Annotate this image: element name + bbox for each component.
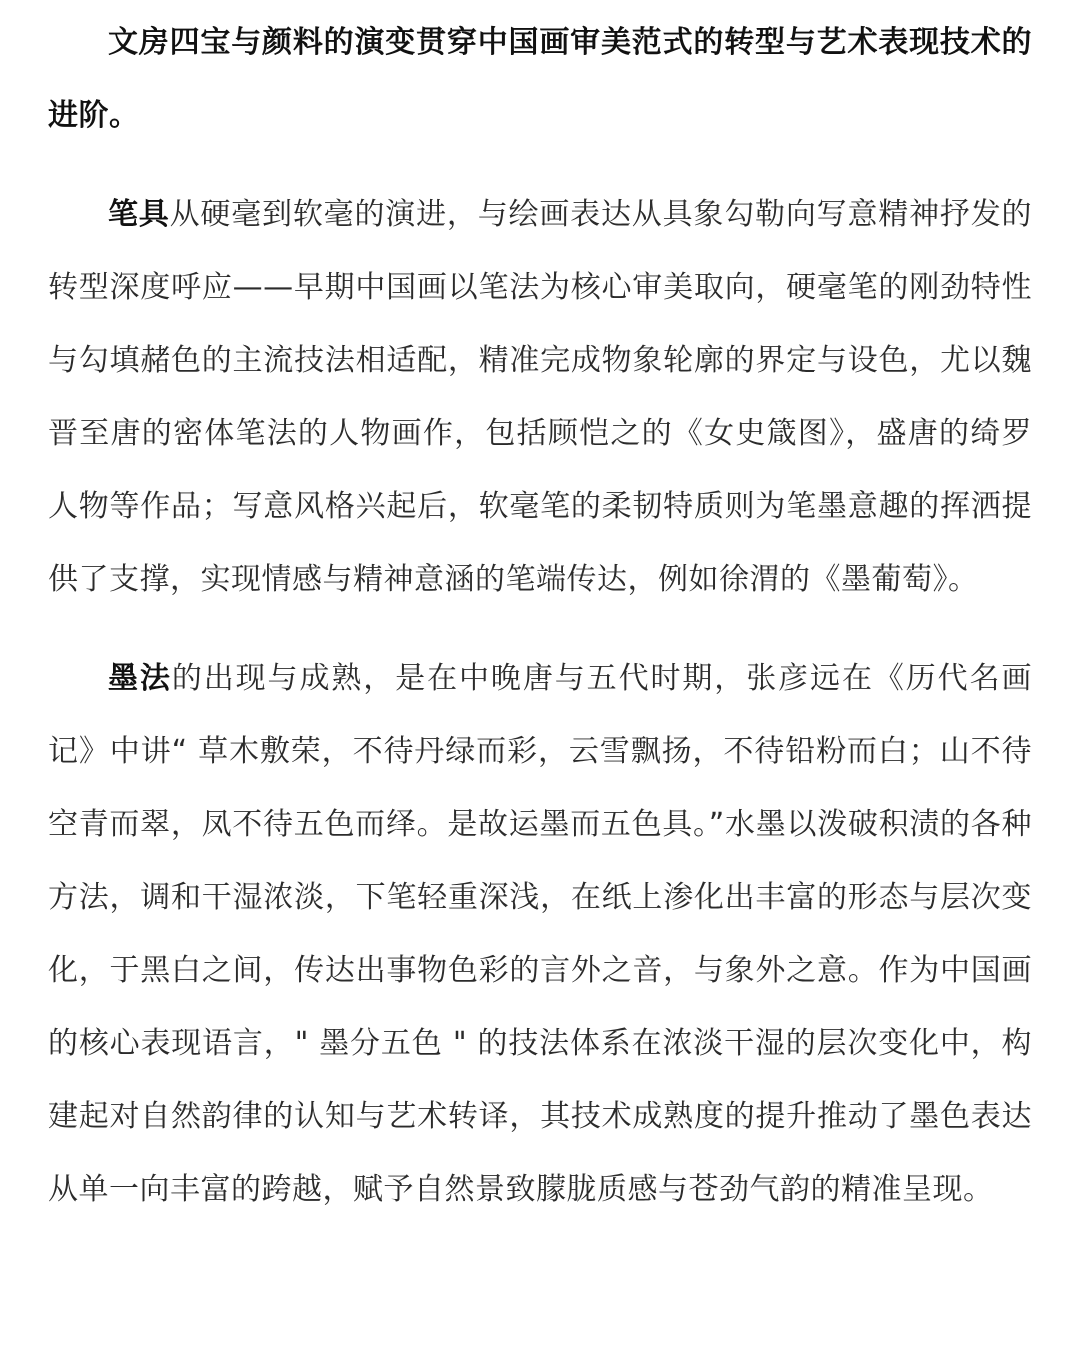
section-brush [48, 178, 1032, 616]
section-term-brush: 笔具 [108, 197, 170, 232]
intro-paragraph: 文房四宝与颜料的演变贯穿中国画审美范式的转型与艺术表现技术的进阶。 [48, 25, 1032, 133]
section-body-ink: 的出现与成熟，是在中晚唐与五代时期，张彦远在《历代名画记》中讲“ 草木敷荣，不待丹绿而彩，云雪飘扬，不待铅粉而白；山不待空青而翠，凤不待五色而绎。是故运墨而五色具。”水墨以泼破积渍的各种方法，调和干湿浓淡，下笔轻重深浅，在纸上渗化出丰富的形态与层次变化，于黑白之间，传达出事物色彩的言外之音，与象外之意。作为中国画的核心表现语言，" 墨分五色 " 的技法体系在浓淡干湿的层次变化中，构建起对自然韵律的认知与艺术转译，其技术成熟度的提升推动了墨色表达从单一向丰富的跨越，赋予自然景致朦胧质感与苍劲气韵的精准呈现。 [48, 661, 1033, 1207]
section-term-ink: 墨法 [108, 661, 172, 696]
article [48, 6, 1032, 1226]
section-body-brush: 从硬毫到软毫的演进，与绘画表达从具象勾勒向写意精神抒发的转型深度呼应——早期中国画以笔法为核心审美取向，硬毫笔的刚劲特性与勾填赭色的主流技法相适配，精准完成物象轮廓的界定与设色，尤以魏晋至唐的密体笔法的人物画作，包括顾恺之的《女史箴图》，盛唐的绮罗人物等作品；写意风格兴起后，软毫笔的柔韧特质则为笔墨意趣的挥洒提供了支撑，实现情感与精神意涵的笔端传达，例如徐渭的《墨葡萄》。 [48, 197, 1033, 597]
section-ink [48, 642, 1032, 1226]
